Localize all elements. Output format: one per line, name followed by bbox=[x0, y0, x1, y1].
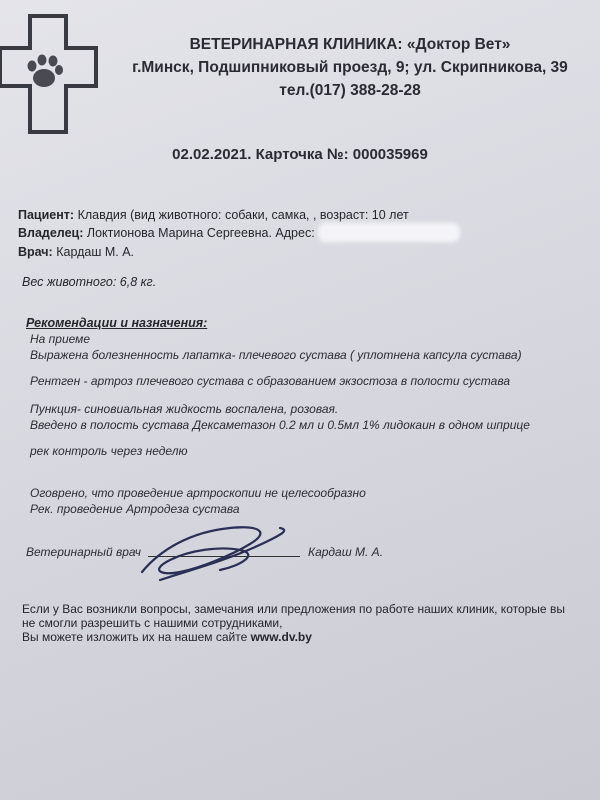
rec-line: Рентген - артроз плечевого сустава с образованием экзостоза в полости сустава bbox=[30, 374, 511, 388]
weight-text: Вес животного: 6,8 кг. bbox=[22, 275, 157, 289]
footer-line-3-text: Вы можете изложить их на нашем сайте bbox=[22, 630, 251, 644]
clinic-address: г.Минск, Подшипниковый проезд, 9; ул. Скрипникова, 39 bbox=[132, 59, 568, 76]
rec-line: Рек. проведение Артродеза сустава bbox=[30, 502, 240, 516]
rec-line: Выражена болезненность лапатка- плечевого сустава ( уплотнена капсула сустава) bbox=[30, 348, 522, 362]
patient-row bbox=[18, 208, 409, 222]
doctor-value: Кардаш М. А. bbox=[56, 245, 135, 259]
footer-line-1: Если у Вас возникли вопросы, замечания или предложения по работе наших клиник, которые вы bbox=[22, 602, 565, 616]
rec-line: Оговрено, что проведение артроскопии не целесообразно bbox=[30, 486, 366, 500]
footer-line-2: не смогли разрешить с нашими сотрудниками, bbox=[22, 616, 283, 630]
handwritten-signature bbox=[120, 510, 300, 592]
cross-paw-logo-icon bbox=[0, 8, 98, 140]
clinic-name: ВЕТЕРИНАРНАЯ КЛИНИКА: «Доктор Вет» bbox=[189, 36, 511, 53]
rec-line: рек контроль через неделю bbox=[30, 444, 188, 458]
owner-label: Владелец: bbox=[18, 226, 84, 240]
owner-row bbox=[18, 226, 315, 240]
recommendations-title: Рекомендации и назначения: bbox=[26, 316, 208, 330]
redacted-address bbox=[318, 223, 460, 242]
doctor-label: Врач: bbox=[18, 245, 53, 259]
signature-name: Кардаш М. А. bbox=[308, 545, 384, 559]
card-title: 02.02.2021. Карточка №: 000035969 bbox=[172, 146, 428, 163]
rec-line: Пункция- синовиальная жидкость воспалена, розовая. bbox=[30, 402, 339, 416]
rec-line: Введено в полость сустава Дексаметазон 0.2 мл и 0.5мл 1% лидокаин в одном шприце bbox=[30, 418, 530, 432]
clinic-phone: тел.(017) 388-28-28 bbox=[279, 82, 421, 99]
patient-value: Клавдия (вид животного: собаки, самка, , возраст: 10 лет bbox=[77, 208, 409, 222]
doctor-row bbox=[18, 245, 134, 259]
patient-label: Пациент: bbox=[18, 208, 75, 222]
footer-line-3 bbox=[22, 630, 312, 644]
website-link[interactable]: www.dv.by bbox=[250, 630, 312, 644]
rec-line: На приеме bbox=[30, 332, 91, 346]
owner-value: Локтионова Марина Сергеевна. Адрес: bbox=[86, 226, 315, 240]
signature-label: Ветеринарный врач bbox=[26, 545, 141, 559]
